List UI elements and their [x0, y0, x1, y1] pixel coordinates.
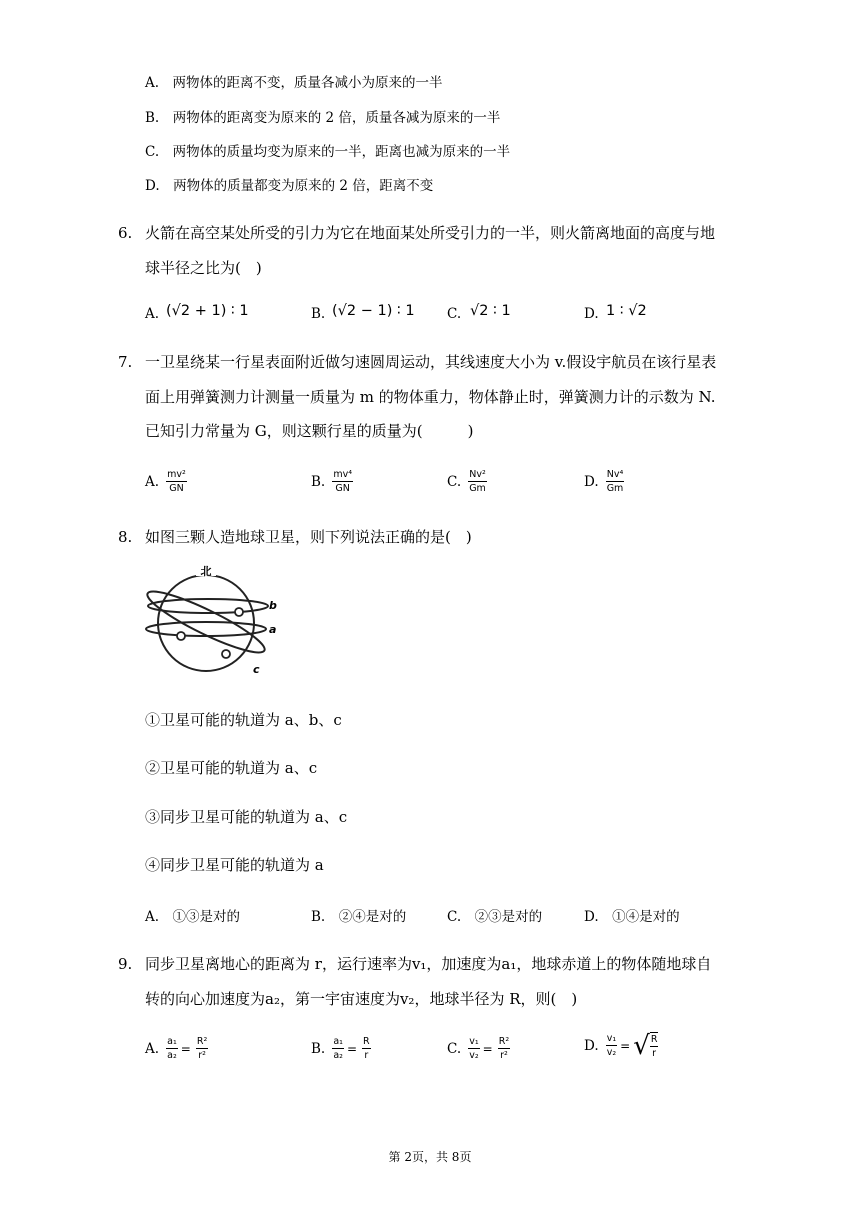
q8-option-b: B. ②④是对的: [311, 909, 407, 925]
q7-option-b-label: B.: [311, 474, 326, 490]
q7-option-c-label: C.: [447, 474, 462, 490]
square-root-sign: √: [633, 1030, 650, 1061]
q7-stem-line1: 一卫星绕某一行星表面附近做匀速圆周运动，其线速度大小为 v.假设宇航员在该行星表: [145, 353, 717, 371]
q6-option-a-label: A.: [145, 306, 160, 322]
satellite-orbits-figure: [140, 562, 282, 680]
q9-option-d: D. $\frac{\text{v₁}}{\text{v₂}}$ = √ $\frac{R}{r}$: [584, 1030, 658, 1061]
q7-stem-line3: 已知引力常量为 G，则这颗行星的质量为( ): [145, 422, 474, 440]
orbit-a: [146, 622, 266, 636]
q9-stem-line1: 同步卫星离地心的距离为 r，运行速率为v₁，加速度为a₁，地球赤道上的物体随地球自: [145, 955, 712, 973]
q5-option-a: A. 两物体的距离不变，质量各减小为原来的一半: [145, 75, 443, 91]
page-footer: 第 2页，共 8页: [388, 1150, 472, 1164]
q8-number: 8.: [118, 528, 133, 546]
q7-option-a-fraction: $\frac{\text{mv²}}{GN}$: [167, 469, 186, 494]
q8-option-d: D. ①④是对的: [584, 909, 680, 925]
north-label: 北: [200, 565, 212, 578]
q7-option-c-fraction: $\frac{\text{Nv²}}{Gm}$: [469, 469, 486, 494]
q6-stem-line1: 火箭在高空某处所受的引力为它在地面某处所受引力的一半，则火箭离地面的高度与地: [145, 224, 716, 242]
orbit-b-label: b: [269, 599, 277, 612]
satellite-b: [235, 608, 243, 616]
q6-option-c: √2 ∶ 1: [470, 303, 511, 319]
q8-stem-line1: 如图三颗人造地球卫星，则下列说法正确的是( ): [145, 528, 472, 546]
q9-option-b-label: B.: [311, 1041, 326, 1057]
q9-option-a-label: A.: [145, 1041, 160, 1057]
q8-statement-2: ②卫星可能的轨道为 a、c: [145, 759, 318, 777]
q7-option-d-label: D.: [584, 474, 599, 490]
q9-number: 9.: [118, 955, 133, 973]
q9-option-c: C. $\frac{\text{v₁}}{\text{v₂}}$ = $\frac{\text{R²}}{\text{r²}}$: [447, 1036, 510, 1061]
q7-option-b: [311, 469, 353, 494]
q6-option-b: (√2 − 1) ∶ 1: [332, 303, 415, 319]
q7-option-d-fraction: $\frac{\text{Nv⁴}}{Gm}$: [606, 469, 624, 494]
q5-option-c: C. 两物体的质量均变为原来的一半，距离也减为原来的一半: [145, 144, 511, 160]
q7-option-a-label: A.: [145, 474, 160, 490]
q6-option-b-label: B.: [311, 306, 326, 322]
q7-option-a: [145, 469, 187, 494]
orbit-a-label: a: [269, 623, 277, 636]
q5-option-b: B. 两物体的距离变为原来的 2 倍，质量各减为原来的一半: [145, 110, 501, 126]
q8-statement-3: ③同步卫星可能的轨道为 a、c: [145, 808, 348, 826]
orbit-c-label: c: [253, 663, 260, 676]
q7-option-d: [584, 469, 624, 494]
satellite-c: [222, 650, 230, 658]
q7-option-b-fraction: $\frac{\text{mv⁴}}{GN}$: [333, 469, 352, 494]
q9-option-c-label: C.: [447, 1041, 462, 1057]
q6-option-c-label: C.: [447, 306, 462, 322]
q6-number: 6.: [118, 224, 133, 242]
q9-option-b: B. $\frac{\text{a₁}}{\text{a₂}}$ = $\frac{R}{r}$: [311, 1036, 370, 1061]
q5-option-d: D. 两物体的质量都变为原来的 2 倍，距离不变: [145, 178, 434, 194]
q6-option-d-label: D.: [584, 306, 599, 322]
q8-statement-4: ④同步卫星可能的轨道为 a: [145, 856, 324, 874]
q6-stem-line2: 球半径之比为( ): [145, 259, 262, 277]
q8-option-a: A. ①③是对的: [145, 909, 241, 925]
q8-statement-1: ①卫星可能的轨道为 a、b、c: [145, 711, 342, 729]
q9-stem-line2: 转的向心加速度为a₂，第一宇宙速度为v₂，地球半径为 R，则( ): [145, 990, 578, 1008]
q9-option-a: A. $\frac{\text{a₁}}{\text{a₂}}$ = $\frac{\text{R²}}{\text{r²}}$: [145, 1036, 208, 1061]
q6-option-d: 1 ∶ √2: [606, 303, 647, 319]
satellite-a: [177, 632, 185, 640]
q9-option-d-label: D.: [584, 1038, 599, 1054]
q7-number: 7.: [118, 353, 133, 371]
q7-stem-line2: 面上用弹簧测力计测量一质量为 m 的物体重力，物体静止时，弹簧测力计的示数为 N.: [145, 388, 716, 406]
q7-option-c: [447, 469, 487, 494]
q6-option-a: (√2 + 1) ∶ 1: [166, 303, 249, 319]
q8-option-c: C. ②③是对的: [447, 909, 543, 925]
